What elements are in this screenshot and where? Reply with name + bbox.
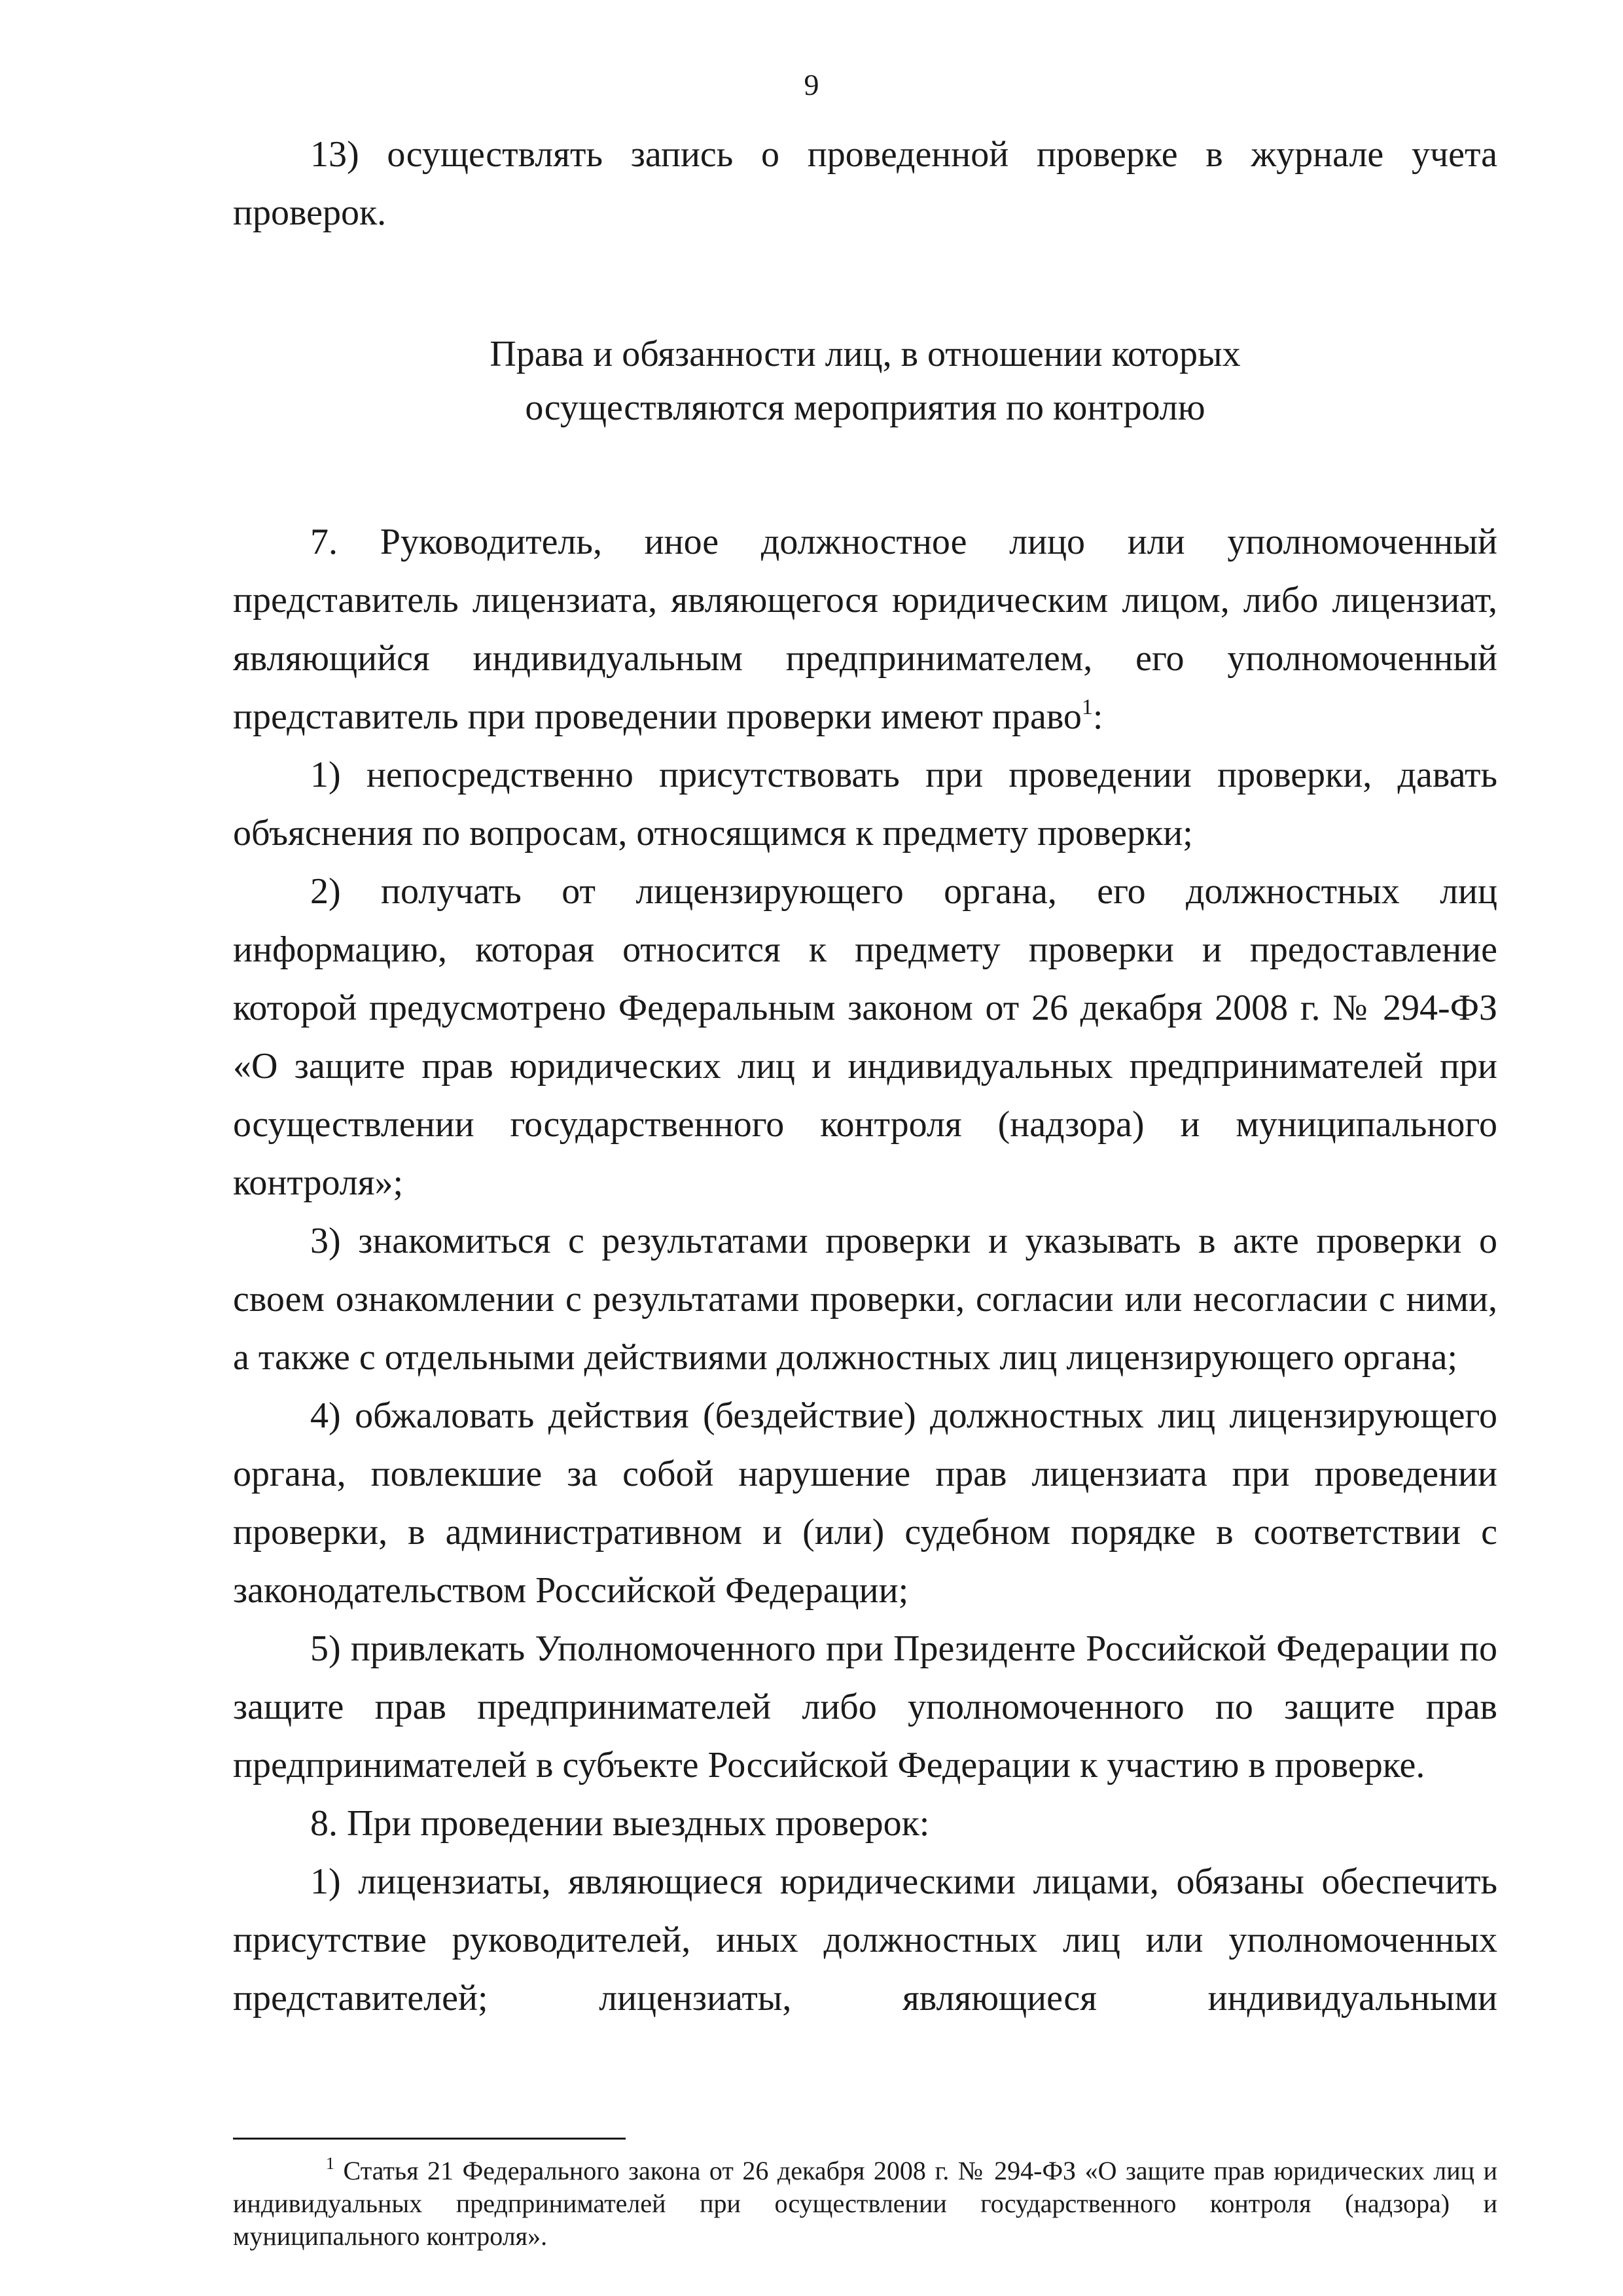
item-13 (233, 126, 1497, 242)
footnote (233, 2155, 1497, 2253)
paragraph-7-item-2: 2) получать от лицензирующего органа, его должностных лиц информацию, которая относится к предмету проверки и предоставление которой предусмотрено Федеральным законом от 26 декабря 2008 г. № 294-ФЗ «О защите прав юридических лиц и индивидуальных предпринимателей при осуществлении государственного контроля (надзора) и муниципального контроля»; (233, 871, 1497, 1203)
footnote-separator (233, 2138, 626, 2140)
section-heading-line-2: осуществляются мероприятия по контролю (525, 387, 1205, 428)
paragraph-7-suffix: : (1092, 696, 1103, 737)
document-body (233, 126, 1497, 2028)
page-number: 9 (804, 68, 819, 101)
footnote-text: Статья 21 Федерального закона от 26 декабря 2008 г. № 294-ФЗ «О защите прав юридических лиц и индивидуальных предпринимателей при осуществлении государственного контроля (надзора) и муниципального контроля». (233, 2156, 1497, 2251)
footnote-reference: 1 (1081, 695, 1093, 719)
section-heading-line-1: Права и обязанности лиц, в отношении которых (490, 334, 1241, 374)
paragraph-7-item-4: 4) обжаловать действия (бездействие) должностных лиц лицензирующего органа, повлекшие за собой нарушение прав лицензиата при проведении проверки, в административном и (или) судебном порядке в соответствии с законодательством Российской Федерации; (233, 1395, 1497, 1611)
paragraph-7 (233, 513, 1497, 746)
paragraph-8-item-1: 1) лицензиаты, являющиеся юридическими лицами, обязаны обеспечить присутствие руководителей, иных должностных лиц или уполномоченных представителей; лицензиаты, являющиеся индивидуальными (233, 1861, 1497, 2018)
paragraph-8: 8. При проведении выездных проверок: (310, 1803, 930, 1844)
paragraph-7-text: 7. Руководитель, иное должностное лицо или уполномоченный представитель лицензиата, являющегося юридическим лицом, либо лицензиат, являющийся индивидуальным предпринимателем, его уполномоченный представитель при проведении проверки имеют право (233, 522, 1497, 737)
item-13-text: осуществлять запись о проведенной проверке в журнале учета проверок. (233, 134, 1498, 233)
footnote-marker: 1 (326, 2154, 334, 2173)
paragraph-7-item-1: 1) непосредственно присутствовать при проведении проверки, давать объяснения по вопросам, относящимся к предмету проверки; (233, 755, 1497, 853)
paragraph-7-item-3: 3) знакомиться с результатами проверки и указывать в акте проверки о своем ознакомлении с результатами проверки, согласии или несогласии с ними, а также с отдельными действиями должностных лиц лицензирующего органа; (233, 1221, 1497, 1378)
item-13-prefix: 13) (310, 134, 359, 175)
paragraph-7-item-5: 5) привлекать Уполномоченного при Президенте Российской Федерации по защите прав предпринимателей либо уполномоченного по защите прав предпринимателей в субъекте Российской Федерации к участию в проверке. (233, 1628, 1497, 1785)
section-heading (233, 327, 1497, 435)
